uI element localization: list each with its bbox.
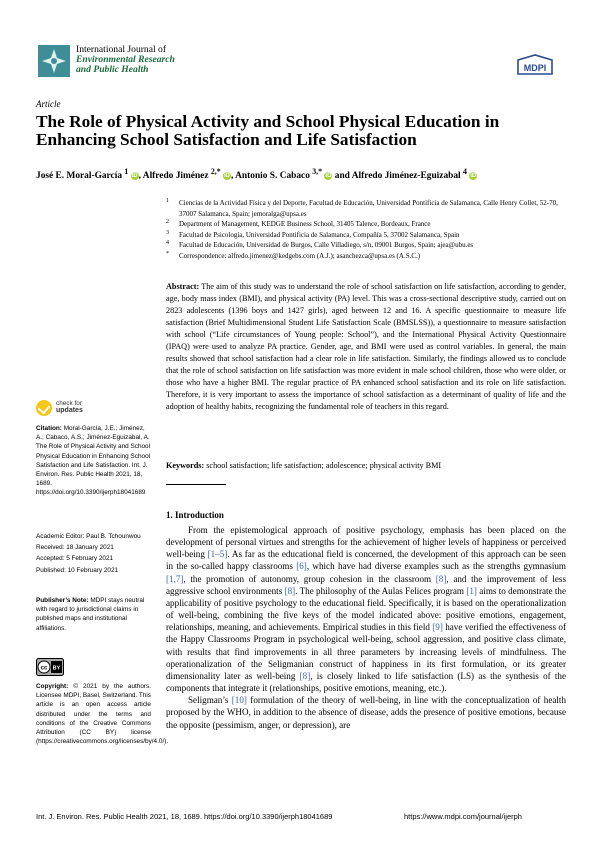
check-updates-line2: updates [56,407,83,414]
paper-title: The Role of Physical Activity and School Physical Education in Enhancing School Satisfaction and Life Satisfaction [36,112,500,149]
author-list: José E. Moral-García $^1$ iD, Alfredo Jiménez $^{2,*}$ iD, Antonio S. Cabaco $^{3,*}$ iD and Alfredo Jiménez-Eguizabal $^4$ iD [36,167,477,182]
keywords-text: school satisfaction; life satisfaction; adolescence; physical activity BMI [206,461,442,470]
text-run: , is closely linked to life satisfaction (LS) as the synthesis of the components that integrate it (relationships, positive emotions, meaning, etc.). [166,670,567,694]
check-icon [36,400,52,416]
citation-link[interactable]: [6] [296,561,307,572]
abstract-label: Abstract: [166,282,200,291]
affiliation-number: * [166,250,169,257]
svg-text:BY: BY [52,665,61,672]
editorial-dates [36,532,151,575]
published-date: Published: 10 February 2021 [36,566,119,574]
correspondence [166,251,566,262]
citation-label: Citation: [36,425,62,432]
affiliations [166,198,566,262]
journal-name [76,45,216,76]
citation-link[interactable]: [1–5] [207,549,228,560]
orcid-icon[interactable]: iD [470,173,477,180]
citation-link[interactable]: [1,7] [166,573,184,584]
received-date: Received: 18 January 2021 [36,544,114,552]
author-affil-sup: 4 [462,167,467,176]
citation-link[interactable]: [8] [435,573,447,584]
text-run: Seligman’s [188,695,232,706]
article-type: Article [36,99,61,109]
journal-name-line2: Environmental Research [76,54,175,66]
affiliation-text: Ciencias de la Actividad Física y del Deporte, Facultad de Educación, Universidad Pontificia de Salamanca, Calle Henry Collet, 52-70, 37007 Salamanca, Spain; jemoralga@upsa.es [179,199,558,218]
footer-journal-url[interactable]: https://www.mdpi.com/journal/ijerph [404,812,522,821]
text-run: , the promotion of autonomy, group cohesion in the classroom [183,573,436,584]
author-name: Alfredo Jiménez-Eguizabal [351,171,461,182]
affiliation-text: Correspondence: alfredo.jimenez@kedgebs.com (A.J.); asanchezca@upsa.es (A.S.C.) [179,251,421,260]
orcid-icon[interactable]: iD [131,173,138,180]
abstract [166,281,566,413]
footer-citation: Int. J. Environ. Res. Public Health 2021, 18, 1689. https://doi.org/10.3390/ijerph18041689 [36,812,333,821]
affiliation-number: 3 [166,229,169,236]
author-name: Alfredo Jiménez [142,171,209,182]
abstract-text: The aim of this study was to understand the role of school satisfaction on life satisfaction, according to gender, age, body mass index (BMI), and physical activity (PA) level. This was a cross-sectional descriptive study, carried out on 2823 adolescents (1396 boys and 1427 girls), aged between 12 and 16. A specific questionnaire to measure life satisfaction (Brief Multidimensional Student Life Satisfaction Scale (BMSLSS)), a questionnaire to measure satisfaction with school (“Life circumstances of Young people: School”), and the International Physical Activity Questionnaire (IPAQ) were used to analyze PA practice. Gender, age, and BMI were used as control variables. In general, the main results showed that school satisfaction had a clear role in life satisfaction. Similarly, the findings allowed us to conclude that the role of school satisfaction on life satisfaction was more evident in male school children, those who were older, or those who have a higher BMI. The regular practice of PA enhanced school satisfaction and its role on life satisfaction. Therefore, it is very important to assess the importance of school satisfaction as a determinant of quality of life and the adoption of healthy habits, recognizing the fundamental role of teachers in this regard. [166,282,566,411]
publisher-note-text: MDPI stays neutral with regard to jurisdictional claims in published maps and institutional affiliations. [36,597,145,632]
orcid-icon[interactable]: iD [223,173,230,180]
academic-editor: Academic Editor: Paul B. Tchounwou [36,533,141,540]
author-name: José E. Moral-García [36,171,123,182]
text-run: . As far as the educational field is concerned, the development of this approach can be seen in the so-called happy classrooms [166,549,566,572]
accepted-date: Accepted: 5 February 2021 [36,555,114,563]
affiliation-item [166,219,566,230]
affiliation-number: 1 [166,198,169,204]
author-affil-sup: 3,* [312,167,323,176]
citation-link[interactable]: [8] [299,670,311,681]
paragraph [166,694,566,730]
text-run: formulation of the theory of well-being, in line with the conceptualization of health proposed by the WHO, in addition to the absence of disease, adds the presence of positive emotions, because the opposite (pessimism, anger, or depression), are [166,695,566,730]
paragraph [166,524,566,694]
journal-logo [38,45,70,77]
journal-name-line1: International Journal of [76,44,167,55]
affiliation-text: Facultad de Educación, Universidad de Burgos, Calle Villadiego, s/n, 09001 Burgos, Spain; ajea@ubu.es [179,241,474,250]
section-title: 1. Introduction [166,510,224,520]
text-run: From the epistemological approach of positive psychology, emphasis has been placed on the development of personal virtues and strengths for the achievement of higher levels of happiness or perceived well-being [166,525,566,560]
copyright-block [36,682,169,746]
journal-name-line3: and Public Health [76,64,149,76]
text-run: , and the improvement of less aggressive school environments [166,573,567,596]
affiliation-text: Department of Management, KEDGE Business School, 31405 Talence, Bordeaux, France [179,220,431,229]
publisher-note-label: Publisher’s Note: [36,597,89,604]
keywords [166,460,566,472]
mdpi-logo-text: MDPI [523,63,547,73]
copyright-label: Copyright: [36,683,69,690]
author-name: Antonio S. Cabaco [235,171,310,182]
citation-link[interactable]: [8] [284,585,296,596]
svg-text:cc: cc [40,665,48,672]
check-for-updates-button[interactable] [36,398,136,418]
citation-link[interactable]: [9] [432,622,443,633]
check-updates-line1: check for [56,400,82,407]
affiliation-number: 4 [166,240,169,247]
text-run: have verified the effectiveness of the Happy Classrooms Program in psychological well-being, school aggression, and positive class climate, with results that find improvements in all three parameters by increasing levels of mindfulness. The operationalization of the Seligmanian construct of happiness in its first formulation, or its greater dimensionality later as well-being [166,622,566,681]
citation-link[interactable]: [10] [231,695,247,706]
citation-text: Moral-García, J.E.; Jiménez, A.; Cabaco, A.S.; Jiménez-Eguizabal, A. The Role of Physical Activity and School Physical Education in Enhancing School Satisfaction and Life Satisfaction. Int. J. Environ. Res. Public Health 2021, 18, 1689. https://doi.org/10.3390/ijerph18041689 [36,425,151,497]
text-run: . The philosophy of the Aulas Felices program [295,585,467,596]
affiliation-item [166,198,566,219]
citation-block [36,424,151,498]
affiliation-item [166,230,566,241]
affiliation-item [166,240,566,251]
citation-link[interactable]: [1] [466,585,477,596]
orcid-icon[interactable]: iD [325,173,332,180]
keywords-label: Keywords: [166,461,205,470]
text-run: aims to demonstrate the applicability of positive psychology to the educational field. Specifically, it is based on the operationalization of well-being, combining the five keys of the model indicated above: positive emotions, engagement, relationships, meaning, and achievements. Empirical studies in this field [166,585,566,633]
section-divider [166,484,226,485]
affiliation-number: 2 [166,219,169,226]
author-affil-sup: 1 [124,167,129,176]
body-text [166,524,566,731]
affiliation-text: Facultad de Psicología, Universidad Pontificia de Salamanca, Compañía 5, 37002 Salamanca, Spain [179,230,460,239]
publisher-note [36,596,151,633]
mdpi-logo [516,54,554,76]
text-run: , which have had diverse examples such as the strengths gymnasium [306,561,566,572]
author-affil-sup: 2,* [210,167,221,176]
copyright-text: © 2021 by the authors. Licensee MDPI, Basel, Switzerland. This article is an open access article distributed under the terms and conditions of the Creative Commons Attribution (CC BY) license (https://creativecommons.org/licenses/by/4.0/). [36,683,169,746]
cc-by-license-icon[interactable] [36,658,64,676]
